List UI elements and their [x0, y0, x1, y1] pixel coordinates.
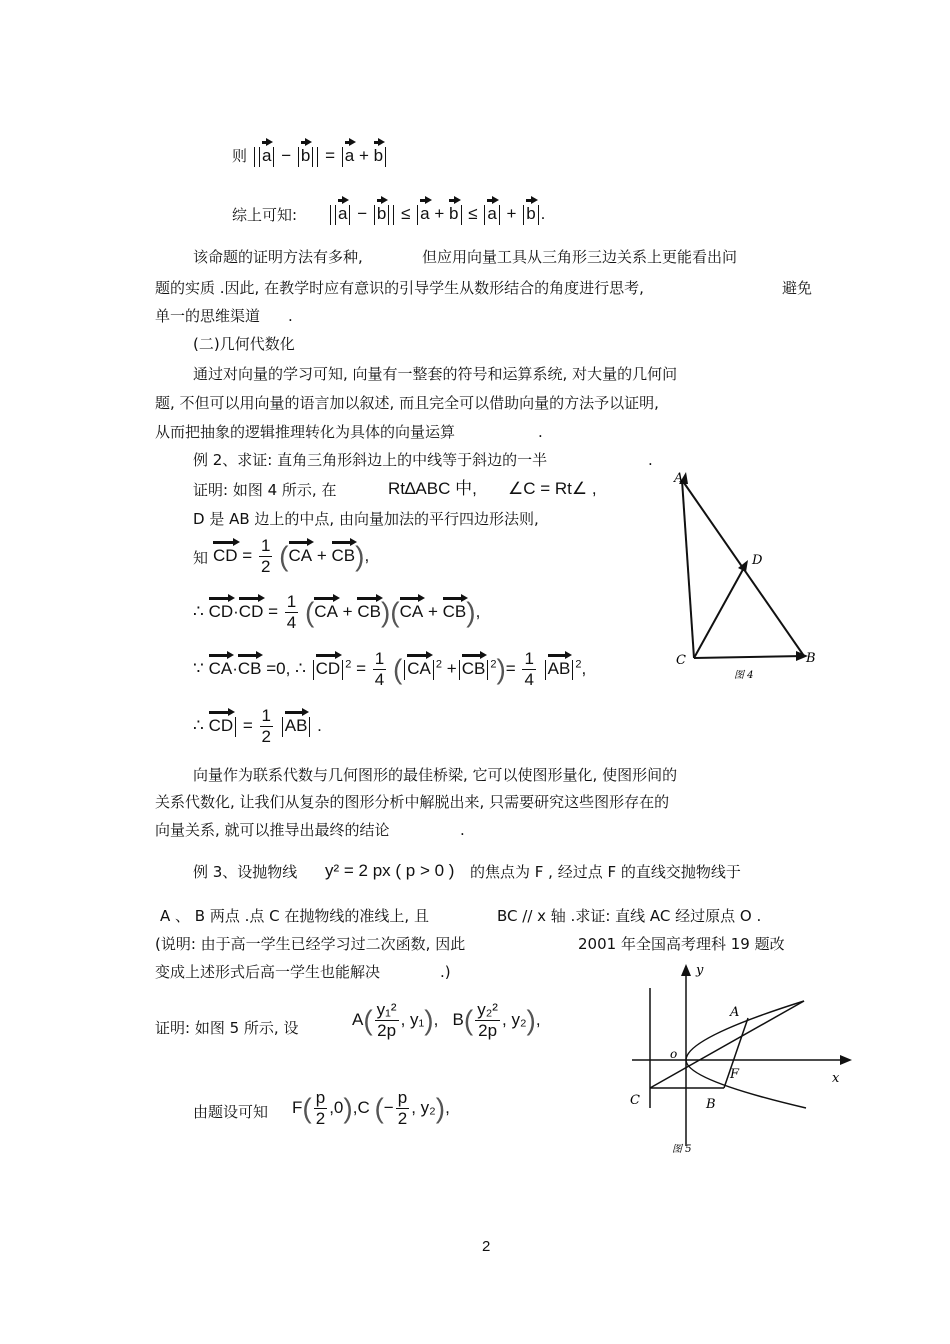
- fig5-label-a: A: [730, 1005, 740, 1020]
- label-ze: 则: [232, 147, 248, 165]
- figure-4: [668, 462, 828, 692]
- formula-cd-half: CD = $\frac{1}{2}$ (CA + CB),: [213, 536, 370, 576]
- para1-d: 避免: [782, 279, 813, 297]
- fig5-label-y: y: [696, 963, 704, 978]
- label-zongshang: 综上可知:: [232, 206, 298, 224]
- proof3-intro: 证明: 如图 5 所示, 设: [155, 1019, 299, 1037]
- formula-eq-1: a − b = a + b: [252, 145, 388, 167]
- note-b: 2001 年全国高考理科 19 题改: [578, 935, 785, 953]
- para3-a: 向量作为联系代数与几何图形的最佳桥梁, 它可以使图形量化, 使图形间的: [193, 766, 678, 784]
- formula-perp: ∵ CA·CB =0, ∴ CD $^2$ = $\frac{1}{4}$ ( CA $^2$ + CB $^2$)= $\frac{1}{4}$ AB $^2$,: [193, 649, 587, 689]
- fig5-label-b: B: [706, 1097, 716, 1112]
- fig5-label-c: C: [630, 1093, 640, 1108]
- formula-conclusion: ∴ CD = $\frac{1}{2}$ AB .: [193, 706, 322, 746]
- fig5-label-o: o: [670, 1047, 678, 1061]
- proof2-intro: 证明: 如图 4 所示, 在: [193, 481, 337, 499]
- para1-e: 单一的思维渠道: [155, 307, 261, 325]
- formula-cd-dot: ∴ CD·CD = $\frac{1}{4}$ (CA + CB)(CA + CB),: [193, 592, 481, 632]
- para2-b: 题, 不但可以用向量的语言加以叙述, 而且完全可以借助向量的方法予以证明,: [155, 394, 659, 412]
- figure-5: [626, 958, 856, 1158]
- note-c: 变成上述形式后高一学生也能解决: [155, 963, 381, 981]
- section-heading-2: (二)几何代数化: [193, 335, 295, 353]
- example3-b: 的焦点为 F , 经过点 F 的直线交抛物线于: [470, 863, 741, 881]
- formula-parabola: y² = 2 px ( p > 0 ): [325, 861, 455, 880]
- note-a: (说明: 由于高一学生已经学习过二次函数, 因此: [155, 935, 466, 953]
- formula-inequality: a − b ≤ a + b ≤ a + b .: [328, 203, 545, 225]
- para3-b: 关系代数化, 让我们从复杂的图形分析中解脱出来, 只需要研究这些图形存在的: [155, 793, 670, 811]
- example3-d: BC // x 轴 .求证: 直线 AC 经过原点 O .: [497, 907, 762, 925]
- example3-a: 例 3、设抛物线: [193, 863, 298, 881]
- fig4-label-d: D: [752, 553, 763, 568]
- proof3-given: 由题设可知: [193, 1103, 269, 1121]
- fig5-caption: 图 5: [672, 1144, 692, 1155]
- example2-dot: .: [648, 451, 653, 469]
- formula-points-ab: A( $\frac{\text{y₁²}}{2p}$ , y₁), B( $\frac{\text{y₂²}}{2p}$ , y₂),: [352, 1000, 541, 1040]
- page-number: 2: [482, 1238, 491, 1255]
- para3-c: 向量关系, 就可以推导出最终的结论: [155, 821, 390, 839]
- para2-a: 通过对向量的学习可知, 向量有一整套的符号和运算系统, 对大量的几何问: [193, 365, 678, 383]
- example2-title: 例 2、求证: 直角三角形斜边上的中线等于斜边的一半: [193, 451, 548, 469]
- formula-points-fc: F( $\frac{p}{2}$ ,0),C (− $\frac{p}{2}$ , y₂),: [292, 1088, 450, 1128]
- fig5-label-f: F: [730, 1067, 740, 1082]
- para1-a: 该命题的证明方法有多种,: [193, 248, 363, 266]
- para1-c: 题的实质 .因此, 在教学时应有意识的引导学生从数形结合的角度进行思考,: [155, 279, 644, 297]
- fig4-label-a: A: [674, 471, 684, 486]
- fig5-label-x: x: [832, 1071, 840, 1086]
- para1-f: .: [288, 307, 293, 325]
- para2-d: .: [538, 423, 543, 441]
- para1-b: 但应用向量工具从三角形三边关系上更能看出问: [422, 248, 738, 266]
- proof2-midpoint: D 是 AB 边上的中点, 由向量加法的平行四边形法则,: [193, 510, 539, 528]
- fig4-caption: 图 4: [734, 670, 754, 681]
- note-d: .): [440, 963, 451, 981]
- label-zhi: 知: [193, 549, 209, 567]
- para3-d: .: [460, 821, 465, 839]
- proof2-angle: ∠C = Rt∠ ,: [508, 479, 597, 498]
- proof2-triangle: Rt∆ABC 中,: [388, 479, 477, 498]
- example3-c: A 、 B 两点 .点 C 在抛物线的准线上, 且: [160, 907, 429, 925]
- fig4-label-c: C: [676, 653, 686, 668]
- para2-c: 从而把抽象的逻辑推理转化为具体的向量运算: [155, 423, 456, 441]
- fig4-label-b: B: [806, 651, 816, 666]
